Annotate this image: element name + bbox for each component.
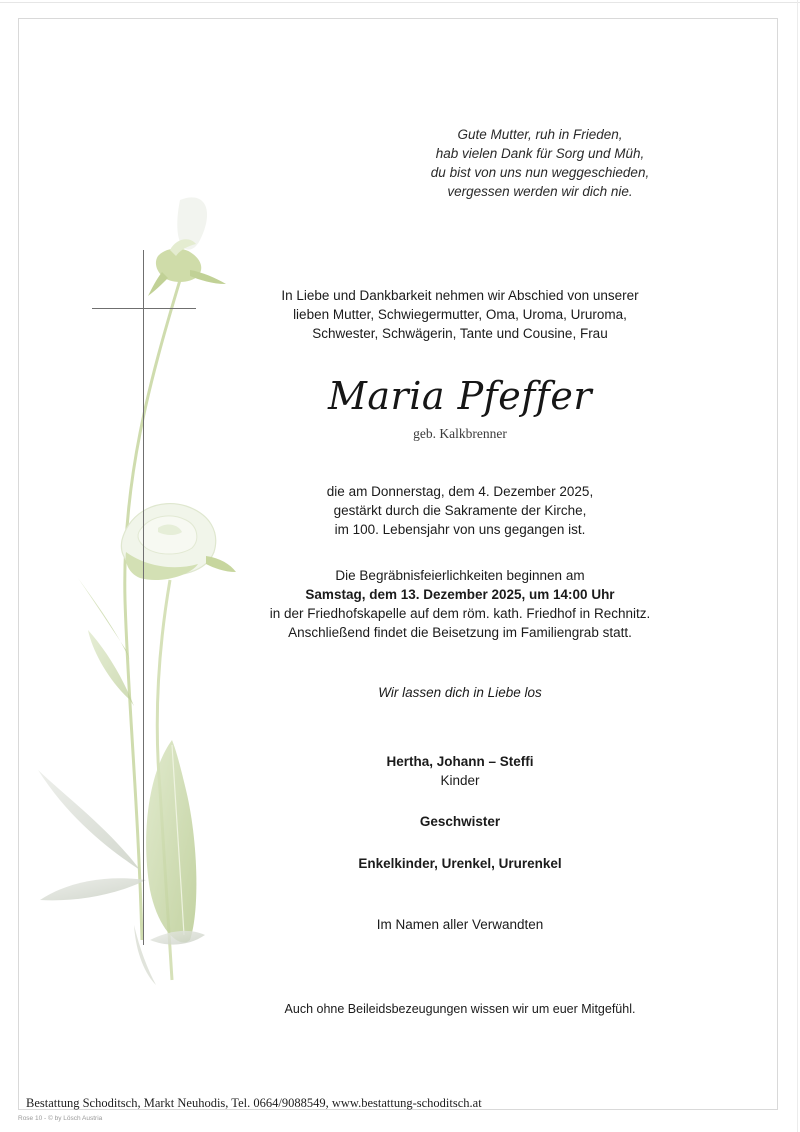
intro-line: Schwester, Schwägerin, Tante und Cousine, Frau [312,326,608,341]
death-notice-line: im 100. Lebensjahr von uns gegangen ist. [334,522,586,537]
intro-line: In Liebe und Dankbarkeit nehmen wir Abschied von unserer [281,288,639,303]
scan-top-edge [0,2,800,3]
mourner-names: Hertha, Johann – Steffi [386,754,534,769]
deceased-name: Maria Pfeffer [327,374,593,418]
poem-line: hab vielen Dank für Sorg und Müh, [435,146,645,161]
funeral-location-line: in der Friedhofskapelle auf dem röm. kath. Friedhof in Rechnitz. [269,606,651,621]
poem-line: Gute Mutter, ruh in Frieden, [457,127,623,142]
maiden-name: geb. Kalkbrenner [413,426,507,441]
poem-line: vergessen werden wir dich nie. [447,184,633,199]
mourner-names: Geschwister [419,814,501,829]
cross-vertical-bar [143,250,144,945]
mourner-names: Enkelkinder, Urenkel, Ururenkel [358,856,562,871]
motto: Wir lassen dich in Liebe los [378,685,542,700]
funeral-intro-line: Die Begräbnisfeierlichkeiten beginnen am [335,568,585,583]
funeral-date-time: Samstag, dem 13. Dezember 2025, um 14:00 Uhr [305,587,615,602]
illustration-credit: Rose 10 - © by Lösch Austria [18,1115,103,1122]
poem-line: du bist von uns nun weggeschieden, [430,165,650,180]
condolence-note: Auch ohne Beileidsbezeugungen wissen wir um euer Mitgefühl. [284,1002,636,1016]
scan-right-edge [797,0,798,1132]
poem-verse [360,125,720,201]
death-notice-line: gestärkt durch die Sakramente der Kirche, [333,503,587,518]
mourner-group-grandchildren [290,854,630,873]
funeral-home-footer: Bestattung Schoditsch, Markt Neuhodis, Tel. 0664/9088549, www.bestattung-schoditsch.at [26,1096,482,1110]
mourner-group-siblings [310,812,610,831]
closing-line: Im Namen aller Verwandten [376,917,544,932]
farewell-intro [230,286,690,343]
death-notice-line: die am Donnerstag, dem 4. Dezember 2025, [326,484,594,499]
funeral-burial-line: Anschließend findet die Beisetzung im Familiengrab statt. [288,625,632,640]
funeral-details [225,566,695,642]
mourner-group-children [310,752,610,790]
cross-horizontal-bar [92,308,196,309]
cross-icon [90,250,200,945]
mourner-relation: Kinder [440,773,480,788]
death-notice [280,482,640,539]
intro-line: lieben Mutter, Schwiegermutter, Oma, Uroma, Ururoma, [293,307,627,322]
